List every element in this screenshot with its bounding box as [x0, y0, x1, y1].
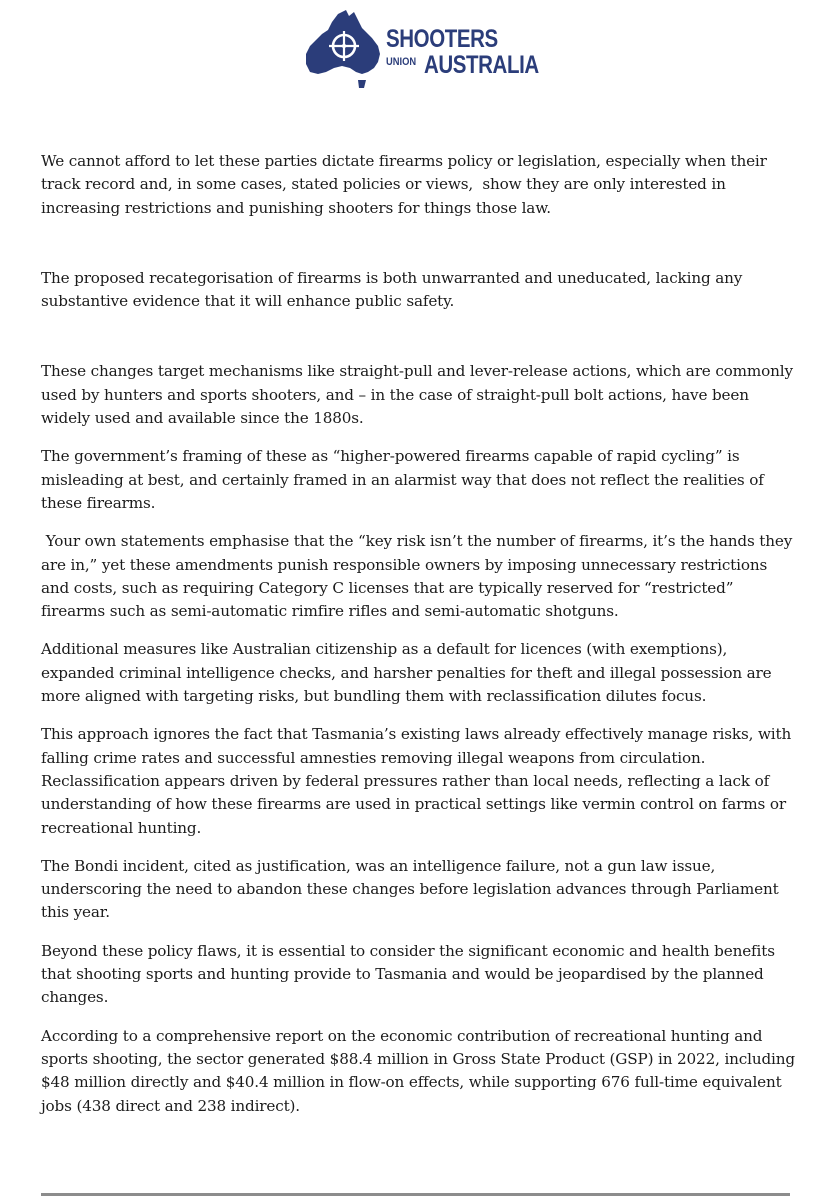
- paragraph-6: Additional measures like Australian citizenship as a default for licences (with exemptions), expanded criminal intelligence checks, and harsher penalties for theft and illegal possession are more aligned with targeting risks, but bundling them with reclassification dilutes focus.: [41, 640, 777, 706]
- paragraph-8: The Bondi incident, cited as justification, was an intelligence failure, not a gun law issue, underscoring the need to abandon these changes before legislation advances through Parliament this year.: [41, 856, 784, 922]
- australia-crosshair-icon: [302, 8, 392, 96]
- paragraph-2: The proposed recategorisation of firearms is both unwarranted and uneducated, lacking any substantive evidence that it will enhance public safety.: [41, 268, 747, 311]
- shooters-union-logo: [302, 8, 542, 98]
- logo-line-2: [386, 53, 564, 78]
- paragraph-3: These changes target mechanisms like straight-pull and lever-release actions, which are commonly used by hunters and sports shooters, and – in the case of straight-pull bolt actions, have been widely used and available since the 1880s.: [41, 362, 798, 428]
- paragraph-4: The government’s framing of these as “higher-powered firearms capable of rapid cycling” is misleading at best, and certainly framed in an alarmist way that does not reflect the realities of these firearms.: [41, 447, 769, 512]
- paragraph-5: Your own statements emphasise that the “key risk isn’t the number of firearms, it’s the hands they are in,” yet these amendments punish responsible owners by imposing unnecessary restrictions and costs, such as requiring Category C licenses that are typically reserved for “restricted” firearms such as semi-automatic rimfire rifles and semi-automatic shotguns.: [41, 532, 797, 621]
- letterhead: [0, 0, 829, 110]
- paragraph-10: According to a comprehensive report on the economic contribution of recreational hunting and sports shooting, the sector generated $88.4 million in Gross State Product (GSP) in 2022, including $48 million directly and $40.4 million in flow-on effects, while supporting 676 full-time equivalent jobs (438 direct and 238 indirect).: [41, 1026, 800, 1115]
- logo-wordmark: [386, 27, 564, 78]
- paragraph-7: This approach ignores the fact that Tasmania’s existing laws already effectively manage risks, with falling crime rates and successful amnesties removing illegal weapons from circulation. Reclassification appears driven by federal pressures rather than local needs, reflecting a lack of understanding of how these firearms are used in practical settings like vermin control on farms or recreational hunting.: [41, 725, 796, 837]
- logo-word-shooters: SHOOTERS: [386, 25, 498, 53]
- logo-word-union: UNION: [386, 56, 417, 68]
- paragraph-1: We cannot afford to let these parties dictate firearms policy or legislation, especially when their track record and, in some cases, stated policies or views, show they are only interested in increasing restrictions and punishing shooters for things those law.: [41, 152, 772, 217]
- letter-body: [41, 150, 800, 1118]
- logo-word-australia: AUSTRALIA: [423, 51, 539, 79]
- paragraph-9: Beyond these policy flaws, it is essential to consider the significant economic and health benefits that shooting sports and hunting provide to Tasmania and would be jeopardised by the planned changes.: [41, 941, 780, 1007]
- footer-divider: [41, 1193, 790, 1196]
